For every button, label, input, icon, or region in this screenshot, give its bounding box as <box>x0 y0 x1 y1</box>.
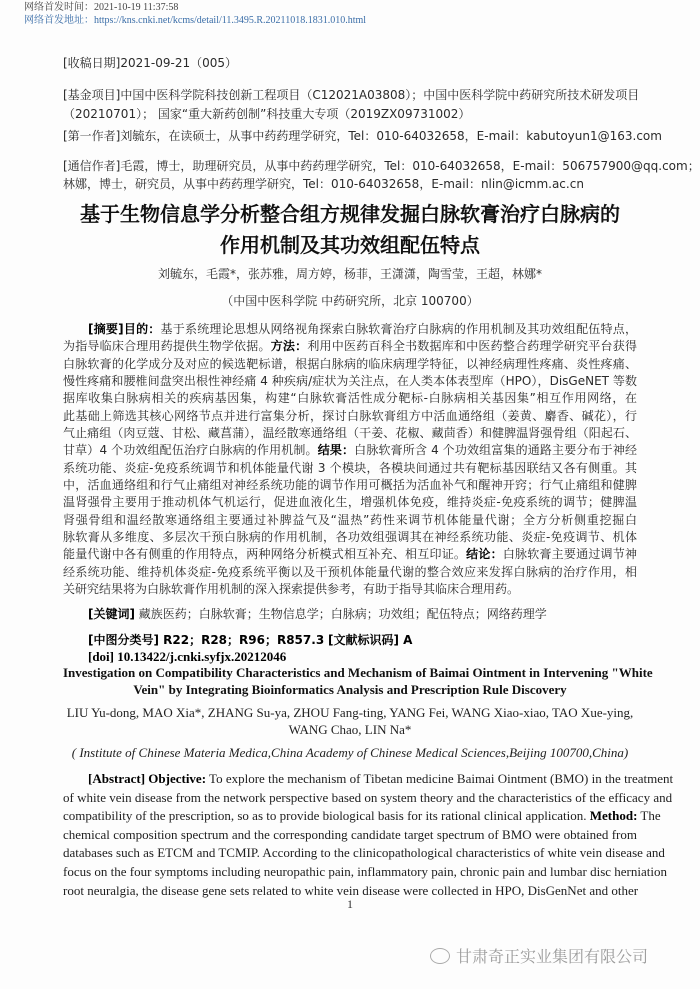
fund-project <box>63 86 640 124</box>
first-author <box>63 128 662 145</box>
text-line <box>63 230 637 261</box>
text-line <box>63 807 661 826</box>
text-line <box>63 512 637 529</box>
text-run: 据库收集白脉病相关的疾病基因集，构建“白脉软膏活性成分靶标-白脉病相关基因集”相互作用网络，在 <box>63 391 637 406</box>
text-line <box>63 105 637 124</box>
text-run: 能量代谢中各有侧重的作用特点，两种网络分析模式相互补充、相互印证。 <box>63 547 467 562</box>
text-run: 关研究结果将为白脉软膏作用机制的深入探索提供参考，有助于指导其临床合理用药。 <box>63 582 520 597</box>
text-line <box>63 632 637 649</box>
text-run: LIU Yu-dong, MAO Xia*, ZHANG Su-ya, ZHOU Fang-ting, YANG Fei, WANG Xiao-xiao, TAO Xue-ying, <box>66 705 634 720</box>
text-run: 白脉软膏所含 4 个功效组富集的通路主要分布于神经 <box>354 443 637 458</box>
text-run: （中国中医科学院 中药研究所，北京 100700） <box>221 294 479 308</box>
bold-label: [中图分类号] R22；R28；R96；R857.3 <box>88 633 325 647</box>
text-line <box>63 529 637 546</box>
text-line <box>63 356 637 373</box>
author-list <box>63 266 637 283</box>
text-run: 脉软膏从多维度、多层次干预白脉病的作用机制，各功效组强调其在神经系统功能、炎症-免疫调节、机体 <box>63 530 637 545</box>
bold-label: [关键词] <box>88 607 135 621</box>
text-line <box>63 564 637 581</box>
corresponding-author <box>63 157 700 193</box>
text-run: 此基础上筛选其核心网络节点并进行富集分析，探讨白脉软膏组方中活血通络组（姜黄、麝香、碱花），行 <box>63 408 637 423</box>
publish-time: 网络首发时间：2021-10-19 11:37:58 <box>24 2 179 13</box>
doi <box>63 649 637 665</box>
bold-label: 结论： <box>466 547 503 562</box>
text-run: [第一作者]刘毓东，在读硕士，从事中药药理学研究，Tel：010-64032658，E-mail：kabutoyun1@163.com <box>63 129 662 143</box>
wechat-icon <box>430 948 450 964</box>
text-run: 基于系统理论思想从网络视角探索白脉软膏治疗白脉病的作用机制及其功效组配伍特点， <box>160 322 637 336</box>
bold-label: Method: <box>589 808 638 824</box>
text-line <box>63 494 637 511</box>
text-run: 刘毓东，毛霞*，张苏雅，周方婷，杨菲，王潇潇，陶雪莹，王超，林娜* <box>157 267 542 281</box>
text-line <box>63 844 665 863</box>
text-run: 气止痛组（肉豆蔻、甘松、藏菖蒲），温经散寒通络组（干姜、花椒、藏茴香）和健脾温肾强骨组（阳起石、 <box>63 426 637 441</box>
received-date <box>63 55 637 71</box>
watermark <box>430 944 648 967</box>
text-run: 温肾强骨主要用于推动机体气机运行，促进血液化生，增强机体免疫，维持炎症-免疫系统的调节；健脾温 <box>63 495 637 510</box>
bold-label: 结果： <box>317 443 355 458</box>
text-run: [基金项目]中国中医科学院科技创新工程项目（C12021A03808）；中国中医科学院中药研究所技术研发项目 <box>63 88 640 102</box>
text-run: 经系统功能、维持机体炎症-免疫系统平衡以及干预机体能量代谢的整合效应来发挥白脉病的治疗作用，相 <box>63 564 637 579</box>
text-line <box>63 649 637 665</box>
text-line <box>63 55 637 71</box>
english-abstract <box>63 770 674 900</box>
text-run: 肾强骨组和温经散寒通络组主要通过补脾益气及“温热”药性来调节机体能量代谢；全方分析侧重挖掘白 <box>63 512 637 527</box>
text-line <box>63 175 637 193</box>
text-line <box>63 373 637 390</box>
text-run: [通信作者]毛霞，博士，助理研究员，从事中药药理学研究，Tel：010-64032658，E-mail：506757900@qq.com； <box>63 159 700 173</box>
text-line <box>63 826 637 845</box>
text-run: Investigation on Compatibility Characteristics and Mechanism of Baimai Ointment in Intervening "White <box>63 665 653 680</box>
text-run: compatibility of the prescription, so as to provide biological basis for its rational clinical application. <box>63 808 590 824</box>
text-run: 系统功能、炎症-免疫系统调节和机体能量代谢 3 个模块，各模块间通过共有靶标基因联结又各有侧重。其 <box>63 460 637 475</box>
text-line <box>63 408 637 425</box>
bold-label: 方法： <box>270 339 308 354</box>
text-line <box>63 789 673 808</box>
english-authors <box>63 704 637 738</box>
watermark-text: 甘肃奇正实业集团有限公司 <box>456 947 649 966</box>
page-number: 1 <box>347 897 353 911</box>
text-run: ( Institute of Chinese Materia Medica,China Academy of Chinese Medical Sciences,Beijing 100700,China) <box>71 745 629 760</box>
text-line <box>63 266 637 283</box>
text-line <box>63 681 637 698</box>
text-run: 为指导临床合理用药提供生物学依据。 <box>63 339 271 354</box>
text-run: 白脉软膏的化学成分及对应的候选靶标谱，根据白脉病的临床病理学特征，以神经病理性疼痛、炎性疼痛、 <box>63 356 637 371</box>
text-run: WANG Chao, LIN Na* <box>288 722 412 737</box>
publish-url[interactable]: 网络首发地址：https://kns.cnki.net/kcms/detail/11.3495.R.20211018.1831.010.html <box>24 15 367 26</box>
text-run: 慢性疼痛和腰椎间盘突出根性神经痛 4 种疾病/症状为关注点，在人类本体表型库（HPO），DisGeNET 等数 <box>63 374 637 389</box>
text-line <box>63 581 637 598</box>
text-line <box>63 863 667 882</box>
text-line <box>63 390 637 407</box>
text-line <box>63 744 637 761</box>
text-run: The <box>637 808 661 824</box>
bold-label: [文献标识码] A <box>328 633 413 647</box>
text-line <box>63 442 637 459</box>
text-run: 白脉软膏主要通过调节神 <box>502 547 637 562</box>
text-line <box>63 293 637 310</box>
text-run: chemical composition spectrum and the corresponding candidate target spectrum of BMO were obtained from <box>63 826 637 842</box>
text-line <box>63 128 662 145</box>
text-line <box>63 477 637 494</box>
text-run: 基于生物信息学分析整合组方规律发掘白脉软膏治疗白脉病的 <box>80 202 620 226</box>
text-run: root neuralgia, the disease gene sets related to white vein disease were collected in HPO, DisGenNet and other <box>63 882 639 898</box>
text-line <box>63 704 637 721</box>
classification-number <box>63 632 637 649</box>
text-run: 中，活血通络组和行气止痛组对神经系统功能的调节作用可概括为活血补气和醒神开窍；行气止痛组和健脾 <box>63 478 637 493</box>
text-line <box>63 425 637 442</box>
text-line <box>63 199 637 230</box>
text-line <box>63 157 700 175</box>
text-run: 利用中医药百科全书数据库和中医药整合药理学研究平台获得 <box>307 339 637 354</box>
text-line <box>63 721 637 738</box>
english-affiliation <box>63 744 637 761</box>
text-run: 甘草）4 个功效组配伍治疗白脉病的作用机制。 <box>63 443 318 458</box>
bold-label: [摘要]目的： <box>88 322 161 336</box>
text-run: 藏族医药；白脉软膏；生物信息学；白脉病；功效组；配伍特点；网络药理学 <box>134 607 547 621</box>
text-line <box>63 546 637 563</box>
affiliation <box>63 293 637 310</box>
text-run: 作用机制及其功效组配伍特点 <box>220 233 480 257</box>
text-run: of white vein disease from the network perspective based on system theory and the characteristics of the efficacy and <box>63 789 673 805</box>
bold-label: [doi] 10.13422/j.cnki.syfjx.20212046 <box>88 649 287 664</box>
text-line <box>63 606 637 623</box>
text-run: [收稿日期]2021-09-21（005） <box>63 56 238 70</box>
text-run: focus on the four symptoms including neuropathic pain, inflammatory pain, chronic pain and lumbar disc herniation <box>63 863 667 879</box>
text-line <box>63 321 637 338</box>
bold-label: [Abstract] Objective: <box>88 771 207 786</box>
text-line <box>63 770 674 789</box>
text-run: Vein" by Integrating Bioinformatics Analysis and Prescription Rule Discovery <box>133 682 567 697</box>
text-run: databases such as ETCM and TCMIP. According to the clinicopathological characteristics of white vein disease and <box>63 845 665 861</box>
keywords <box>63 606 637 623</box>
text-line <box>63 664 653 681</box>
text-line <box>63 338 637 355</box>
abstract-cn <box>63 321 637 599</box>
english-title <box>63 664 653 698</box>
text-run: To explore the mechanism of Tibetan medicine Baimai Ointment (BMO) in the treatment <box>206 771 674 786</box>
article-title <box>63 199 637 261</box>
text-run: 林娜，博士，研究员，从事中药药理学研究，Tel：010-64032658，E-mail：nlin@icmm.ac.cn <box>63 177 584 191</box>
text-line <box>63 460 637 477</box>
text-line <box>63 86 640 105</box>
text-run: （20210701）； 国家“重大新药创制”科技重大专项（2019ZX09731002） <box>63 107 471 121</box>
